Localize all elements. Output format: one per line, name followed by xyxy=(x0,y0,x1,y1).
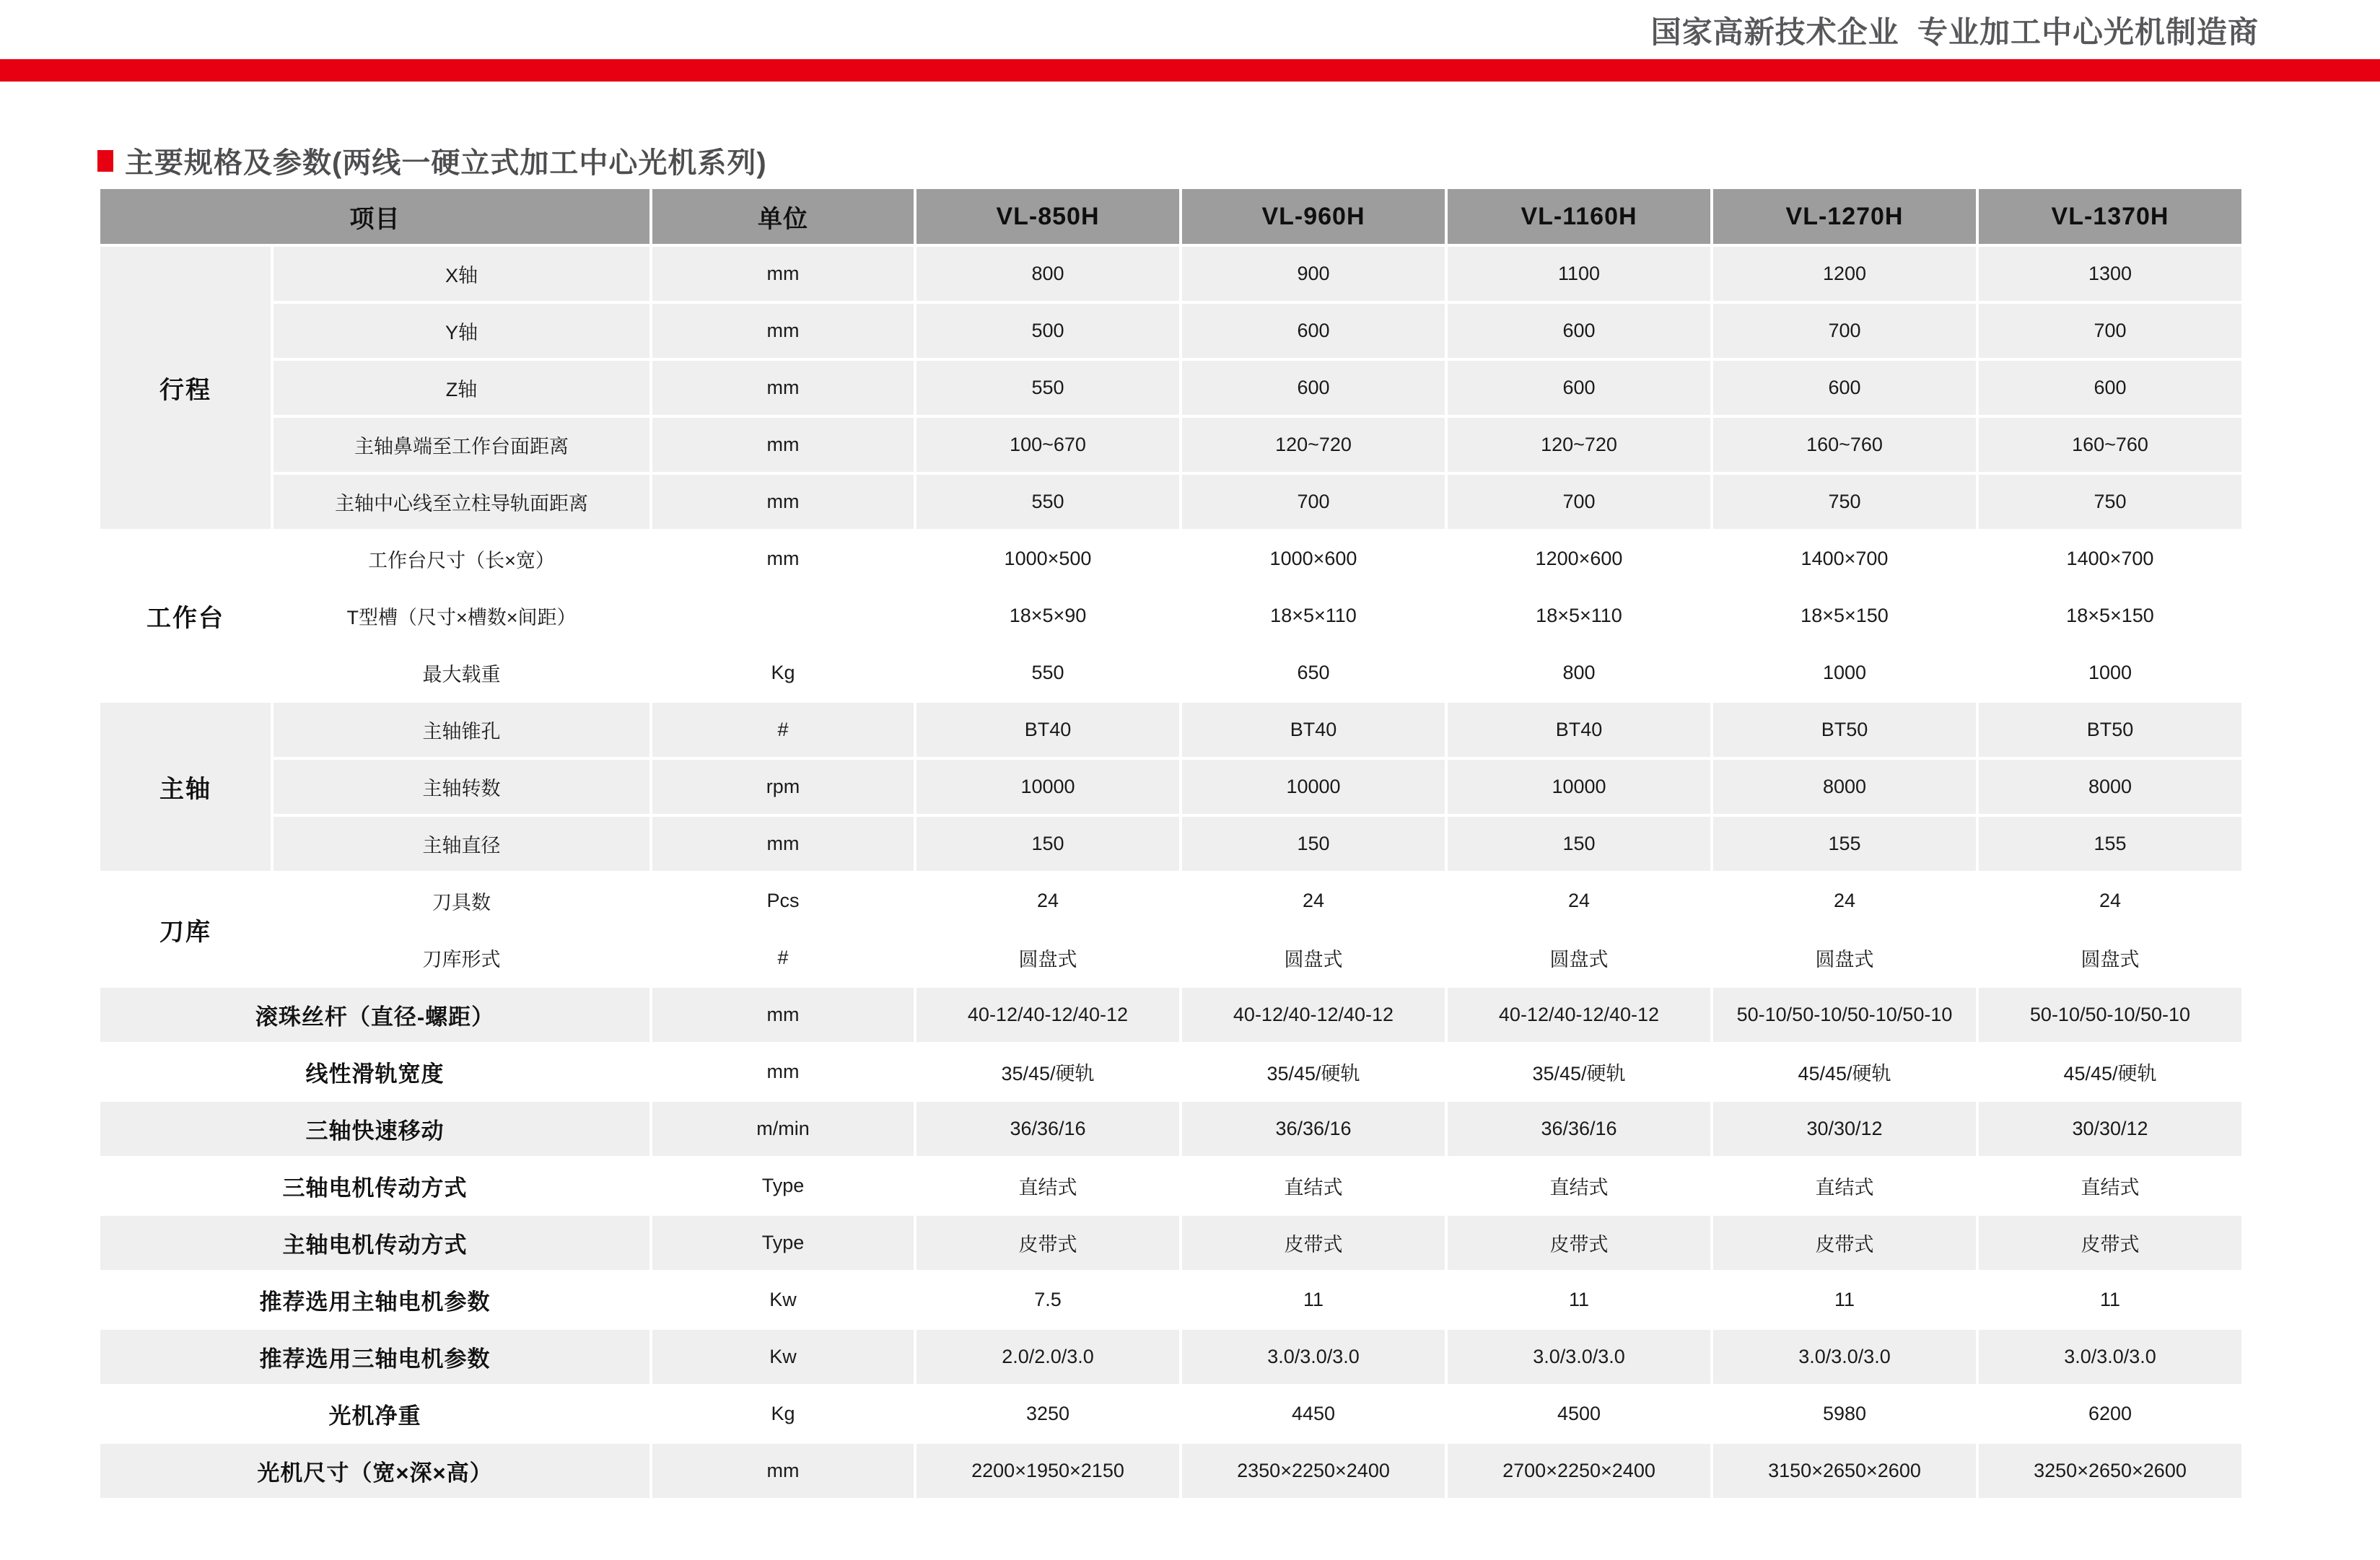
value-cell: 18×5×110 xyxy=(1446,587,1712,644)
value-cell: 11 xyxy=(1181,1271,1446,1328)
row-label: 线性滑轨宽度 xyxy=(99,1043,651,1100)
value-cell: 24 xyxy=(1977,872,2243,929)
value-cell: 5980 xyxy=(1712,1385,1977,1442)
value-cell: 1200 xyxy=(1712,245,1977,302)
unit-cell: Kg xyxy=(651,644,915,701)
value-cell: BT40 xyxy=(915,701,1181,758)
section-heading xyxy=(97,140,767,181)
value-cell: 900 xyxy=(1181,245,1446,302)
value-cell: 皮带式 xyxy=(1977,1214,2243,1271)
item-label: Z轴 xyxy=(272,359,651,416)
value-cell: 6200 xyxy=(1977,1385,2243,1442)
row-label: 三轴快速移动 xyxy=(99,1100,651,1157)
value-cell: 160~760 xyxy=(1712,416,1977,473)
item-label: Y轴 xyxy=(272,302,651,359)
table-row xyxy=(99,245,2243,302)
table-row xyxy=(99,416,2243,473)
unit-cell: mm xyxy=(651,986,915,1043)
table-row xyxy=(99,1043,2243,1100)
company-slogan: 国家高新技术企业 专业加工中心光机制造商 xyxy=(1650,15,2259,49)
value-cell: 4500 xyxy=(1446,1385,1712,1442)
unit-cell: rpm xyxy=(651,758,915,815)
value-cell: 皮带式 xyxy=(915,1214,1181,1271)
value-cell: 40-12/40-12/40-12 xyxy=(1446,986,1712,1043)
value-cell: 3.0/3.0/3.0 xyxy=(1712,1328,1977,1385)
value-cell: 36/36/16 xyxy=(1181,1100,1446,1157)
value-cell: 1000×600 xyxy=(1181,530,1446,587)
unit-cell: mm xyxy=(651,359,915,416)
value-cell: 30/30/12 xyxy=(1977,1100,2243,1157)
value-cell: BT50 xyxy=(1712,701,1977,758)
header-unit: 单位 xyxy=(651,188,915,245)
value-cell: 圆盘式 xyxy=(1181,929,1446,986)
unit-cell: Kw xyxy=(651,1328,915,1385)
unit-cell: Type xyxy=(651,1157,915,1214)
value-cell: 750 xyxy=(1977,473,2243,530)
value-cell: 700 xyxy=(1446,473,1712,530)
table-row xyxy=(99,587,2243,644)
value-cell: 1200×600 xyxy=(1446,530,1712,587)
value-cell: 3150×2650×2600 xyxy=(1712,1442,1977,1499)
value-cell: 50-10/50-10/50-10 xyxy=(1977,986,2243,1043)
unit-cell: Type xyxy=(651,1214,915,1271)
value-cell: 11 xyxy=(1712,1271,1977,1328)
value-cell: 24 xyxy=(1446,872,1712,929)
value-cell: BT50 xyxy=(1977,701,2243,758)
group-cell-spindle: 主轴 xyxy=(99,701,272,872)
table-row xyxy=(99,1442,2243,1499)
table-row xyxy=(99,302,2243,359)
value-cell: 1000 xyxy=(1977,644,2243,701)
table-row xyxy=(99,1328,2243,1385)
value-cell: 155 xyxy=(1712,815,1977,872)
value-cell: 2200×1950×2150 xyxy=(915,1442,1181,1499)
value-cell: 35/45/硬轨 xyxy=(915,1043,1181,1100)
value-cell: 11 xyxy=(1446,1271,1712,1328)
value-cell: 直结式 xyxy=(1977,1157,2243,1214)
value-cell: 1100 xyxy=(1446,245,1712,302)
value-cell: 650 xyxy=(1181,644,1446,701)
item-label: 主轴直径 xyxy=(272,815,651,872)
value-cell: 直结式 xyxy=(1712,1157,1977,1214)
item-label: 工作台尺寸（长×宽） xyxy=(272,530,651,587)
table-row xyxy=(99,872,2243,929)
value-cell: 10000 xyxy=(1446,758,1712,815)
item-label: 主轴转数 xyxy=(272,758,651,815)
header-model-vl960h: VL-960H xyxy=(1181,188,1446,245)
value-cell: BT40 xyxy=(1446,701,1712,758)
row-label: 光机净重 xyxy=(99,1385,651,1442)
group-cell-worktable: 工作台 xyxy=(99,530,272,701)
spec-table xyxy=(97,186,2244,1501)
unit-cell: m/min xyxy=(651,1100,915,1157)
row-label: 光机尺寸（宽×深×高） xyxy=(99,1442,651,1499)
value-cell: 150 xyxy=(915,815,1181,872)
value-cell: 8000 xyxy=(1712,758,1977,815)
unit-cell: # xyxy=(651,701,915,758)
item-label: 刀库形式 xyxy=(272,929,651,986)
header-model-vl1370h: VL-1370H xyxy=(1977,188,2243,245)
table-row xyxy=(99,530,2243,587)
unit-cell: Kg xyxy=(651,1385,915,1442)
item-label: 最大载重 xyxy=(272,644,651,701)
value-cell: 2700×2250×2400 xyxy=(1446,1442,1712,1499)
table-row xyxy=(99,1100,2243,1157)
value-cell: 35/45/硬轨 xyxy=(1181,1043,1446,1100)
value-cell: 800 xyxy=(915,245,1181,302)
value-cell: 10000 xyxy=(915,758,1181,815)
unit-cell: Pcs xyxy=(651,872,915,929)
unit-cell: mm xyxy=(651,815,915,872)
value-cell: 3250 xyxy=(915,1385,1181,1442)
value-cell: 36/36/16 xyxy=(1446,1100,1712,1157)
table-row xyxy=(99,644,2243,701)
value-cell: 750 xyxy=(1712,473,1977,530)
red-square-bullet-icon xyxy=(97,150,113,172)
value-cell: 3250×2650×2600 xyxy=(1977,1442,2243,1499)
value-cell: 800 xyxy=(1446,644,1712,701)
value-cell: 11 xyxy=(1977,1271,2243,1328)
unit-cell: mm xyxy=(651,1442,915,1499)
value-cell: 圆盘式 xyxy=(1977,929,2243,986)
value-cell: 120~720 xyxy=(1446,416,1712,473)
table-row xyxy=(99,359,2243,416)
header-model-vl1270h: VL-1270H xyxy=(1712,188,1977,245)
value-cell: 直结式 xyxy=(915,1157,1181,1214)
value-cell: 2350×2250×2400 xyxy=(1181,1442,1446,1499)
value-cell: 10000 xyxy=(1181,758,1446,815)
table-row xyxy=(99,1214,2243,1271)
value-cell: 40-12/40-12/40-12 xyxy=(1181,986,1446,1043)
section-title: 主要规格及参数(两线一硬立式加工中心光机系列) xyxy=(125,147,767,179)
value-cell: 600 xyxy=(1181,302,1446,359)
unit-cell: Kw xyxy=(651,1271,915,1328)
value-cell: 1300 xyxy=(1977,245,2243,302)
header-model-vl1160h: VL-1160H xyxy=(1446,188,1712,245)
value-cell: 皮带式 xyxy=(1181,1214,1446,1271)
value-cell: 45/45/硬轨 xyxy=(1977,1043,2243,1100)
value-cell: 40-12/40-12/40-12 xyxy=(915,986,1181,1043)
value-cell: 3.0/3.0/3.0 xyxy=(1181,1328,1446,1385)
item-label: X轴 xyxy=(272,245,651,302)
table-row xyxy=(99,473,2243,530)
value-cell: 4450 xyxy=(1181,1385,1446,1442)
group-cell-tool-magazine: 刀库 xyxy=(99,872,272,986)
value-cell: 600 xyxy=(1181,359,1446,416)
value-cell: 160~760 xyxy=(1977,416,2243,473)
table-row xyxy=(99,758,2243,815)
table-row xyxy=(99,1157,2243,1214)
value-cell: 24 xyxy=(915,872,1181,929)
item-label: 刀具数 xyxy=(272,872,651,929)
value-cell: 圆盘式 xyxy=(1446,929,1712,986)
item-label: 主轴中心线至立柱导轨面距离 xyxy=(272,473,651,530)
value-cell: 皮带式 xyxy=(1446,1214,1712,1271)
value-cell: 600 xyxy=(1446,359,1712,416)
item-label: T型槽（尺寸×槽数×间距） xyxy=(272,587,651,644)
value-cell: 150 xyxy=(1181,815,1446,872)
value-cell: 600 xyxy=(1712,359,1977,416)
value-cell: 700 xyxy=(1977,302,2243,359)
value-cell: 直结式 xyxy=(1181,1157,1446,1214)
value-cell: 皮带式 xyxy=(1712,1214,1977,1271)
unit-cell: # xyxy=(651,929,915,986)
value-cell: 24 xyxy=(1712,872,1977,929)
unit-cell: mm xyxy=(651,1043,915,1100)
value-cell: 24 xyxy=(1181,872,1446,929)
value-cell: 1000 xyxy=(1712,644,1977,701)
value-cell: 7.5 xyxy=(915,1271,1181,1328)
value-cell: 50-10/50-10/50-10/50-10 xyxy=(1712,986,1977,1043)
value-cell: 圆盘式 xyxy=(1712,929,1977,986)
table-row xyxy=(99,815,2243,872)
header-item: 项目 xyxy=(99,188,651,245)
value-cell: 100~670 xyxy=(915,416,1181,473)
item-label: 主轴锥孔 xyxy=(272,701,651,758)
value-cell: 700 xyxy=(1181,473,1446,530)
value-cell: 600 xyxy=(1977,359,2243,416)
unit-cell: mm xyxy=(651,245,915,302)
table-row xyxy=(99,929,2243,986)
row-label: 推荐选用主轴电机参数 xyxy=(99,1271,651,1328)
value-cell: 3.0/3.0/3.0 xyxy=(1977,1328,2243,1385)
row-label: 推荐选用三轴电机参数 xyxy=(99,1328,651,1385)
value-cell: 18×5×90 xyxy=(915,587,1181,644)
unit-cell xyxy=(651,587,915,644)
value-cell: 550 xyxy=(915,359,1181,416)
value-cell: 600 xyxy=(1446,302,1712,359)
value-cell: 2.0/2.0/3.0 xyxy=(915,1328,1181,1385)
value-cell: 35/45/硬轨 xyxy=(1446,1043,1712,1100)
value-cell: 150 xyxy=(1446,815,1712,872)
value-cell: 1000×500 xyxy=(915,530,1181,587)
value-cell: 120~720 xyxy=(1181,416,1446,473)
table-header-row xyxy=(99,188,2243,245)
table-row xyxy=(99,986,2243,1043)
table-row xyxy=(99,1271,2243,1328)
unit-cell: mm xyxy=(651,530,915,587)
row-label: 主轴电机传动方式 xyxy=(99,1214,651,1271)
unit-cell: mm xyxy=(651,473,915,530)
item-label: 主轴鼻端至工作台面距离 xyxy=(272,416,651,473)
value-cell: 18×5×150 xyxy=(1712,587,1977,644)
value-cell: 700 xyxy=(1712,302,1977,359)
value-cell: 30/30/12 xyxy=(1712,1100,1977,1157)
value-cell: 18×5×150 xyxy=(1977,587,2243,644)
value-cell: 3.0/3.0/3.0 xyxy=(1446,1328,1712,1385)
row-label: 三轴电机传动方式 xyxy=(99,1157,651,1214)
value-cell: 圆盘式 xyxy=(915,929,1181,986)
red-divider-stripe xyxy=(0,59,2380,82)
value-cell: 1400×700 xyxy=(1977,530,2243,587)
value-cell: 500 xyxy=(915,302,1181,359)
value-cell: 36/36/16 xyxy=(915,1100,1181,1157)
value-cell: 1400×700 xyxy=(1712,530,1977,587)
value-cell: 8000 xyxy=(1977,758,2243,815)
value-cell: 550 xyxy=(915,473,1181,530)
value-cell: 45/45/硬轨 xyxy=(1712,1043,1977,1100)
unit-cell: mm xyxy=(651,302,915,359)
row-label: 滚珠丝杆（直径-螺距） xyxy=(99,986,651,1043)
value-cell: 18×5×110 xyxy=(1181,587,1446,644)
table-row xyxy=(99,701,2243,758)
header-model-vl850h: VL-850H xyxy=(915,188,1181,245)
value-cell: 155 xyxy=(1977,815,2243,872)
table-row xyxy=(99,1385,2243,1442)
value-cell: 550 xyxy=(915,644,1181,701)
unit-cell: mm xyxy=(651,416,915,473)
value-cell: 直结式 xyxy=(1446,1157,1712,1214)
value-cell: BT40 xyxy=(1181,701,1446,758)
group-cell-travel: 行程 xyxy=(99,245,272,530)
